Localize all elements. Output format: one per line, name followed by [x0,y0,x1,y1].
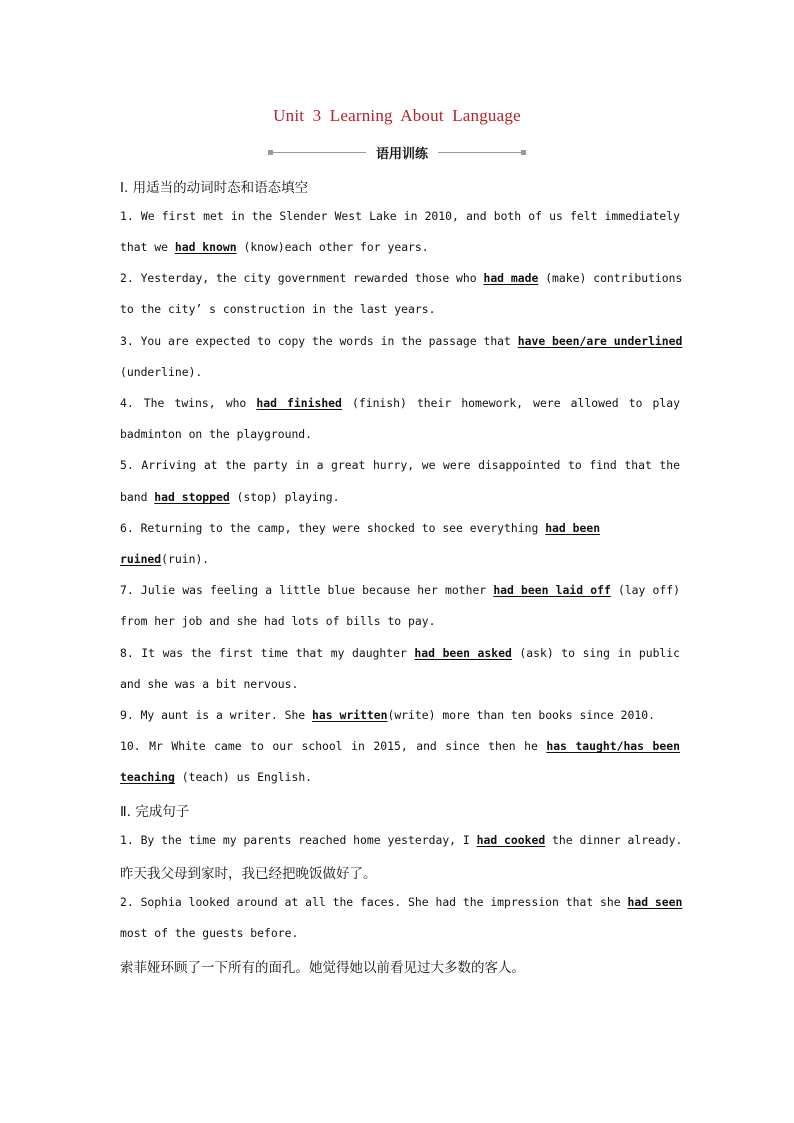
q3-answer: have been/are underlined [517,334,683,348]
q1-line1: 1. We first met in the Slender West Lake in 2010, and both of us felt immediately [120,209,680,223]
q5-line1: 5. Arriving at the party in a great hurry, we were disappointed to find that the [120,458,680,472]
divider-label: 语用训练 [375,147,428,162]
q9-line1: 9. My aunt is a writer. She has written(write) more than ten books since 2010. [120,708,655,722]
q10-line1: 10. Mr White came to our school in 2015, and since then he has taught/has been [120,739,680,753]
q9-answer: has written [312,708,388,722]
section2-heading: Ⅱ. 完成句子 [120,804,190,820]
q1-line2: that we had known (know)each other for years. [120,240,429,254]
q6-answer-part1: had been [545,521,601,535]
s2-q2-line1: 2. Sophia looked around at all the faces. She had the impression that she had seen [120,895,683,909]
page-title: Unit 3 Learning About Language [273,106,521,125]
q6-line2: ruined(ruin). [120,552,210,566]
divider-square-right [521,150,526,155]
q2-line1: 2. Yesterday, the city government rewarded those who had made (make) contributions [120,271,683,285]
section-divider [268,143,526,163]
q8-line2: and she was a bit nervous. [120,677,299,691]
q8-answer: had been asked [414,646,512,660]
section1-heading: Ⅰ. 用适当的动词时态和语态填空 [120,180,309,196]
q3-line1: 3. You are expected to copy the words in the passage that have been/are underlined [120,334,683,348]
q3-line2: (underline). [120,365,203,379]
q10-answer-part1: has taught/has been [546,739,680,753]
q6-answer-part2: ruined [120,552,162,566]
q6-line1: 6. Returning to the camp, they were shocked to see everything had been [120,521,601,535]
q7-line1: 7. Julie was feeling a little blue because her mother had been laid off (lay off) [120,583,680,597]
q4-answer: had finished [256,396,342,410]
q10-line2: teaching (teach) us English. [120,770,313,784]
q4-line2: badminton on the playground. [120,427,313,441]
q7-answer: had been laid off [493,583,611,597]
q8-line1: 8. It was the first time that my daughter had been asked (ask) to sing in public [120,646,680,660]
q7-line2: from her job and she had lots of bills to pay. [120,614,436,628]
divider-line-right [438,152,522,153]
s2-q1-line1: 1. By the time my parents reached home yesterday, I had cooked the dinner already. [120,833,683,847]
s2-q2-translation: 索菲娅环顾了一下所有的面孔。她觉得她以前看见过大多数的客人。 [120,960,525,976]
q4-line1: 4. The twins, who had finished (finish) their homework, were allowed to play [120,396,680,410]
q5-line2: band had stopped (stop) playing. [120,490,340,504]
s2-q2-answer: had seen [627,895,683,909]
q2-answer: had made [483,271,539,285]
q5-answer: had stopped [154,490,230,504]
s2-q2-line2: most of the guests before. [120,926,299,940]
s2-q1-answer: had cooked [476,833,546,847]
q10-answer-part2: teaching [120,770,175,784]
s2-q1-translation: 昨天我父母到家时，我已经把晚饭做好了。 [120,866,377,882]
q2-line2: to the city’ s construction in the last years. [120,302,436,316]
divider-line-left [272,152,366,153]
q1-answer: had known [174,240,237,254]
